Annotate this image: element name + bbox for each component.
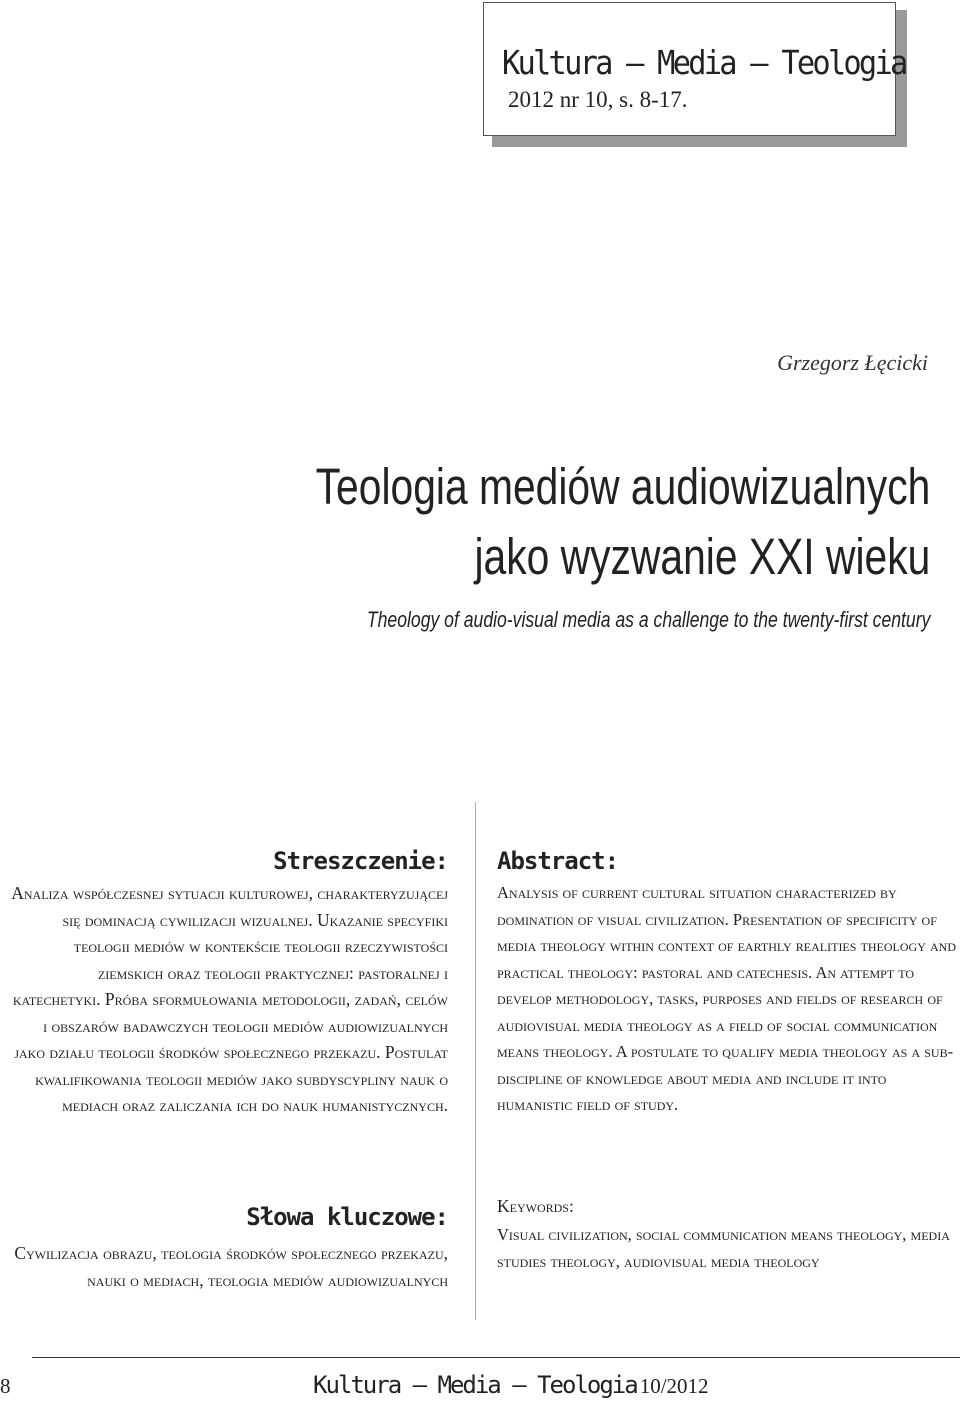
- abstract-polish-heading: Streszczenie:: [273, 847, 448, 875]
- footer-issue: 10/2012: [639, 1374, 709, 1398]
- article-subtitle: Theology of audio-visual media as a challenge to the twenty-first century: [366, 607, 930, 632]
- keywords-polish-heading: Słowa kluczowe:: [246, 1203, 448, 1231]
- article-title-line-1: Teologia mediów audiowizualnych: [315, 458, 930, 515]
- footer-journal: [313, 1371, 709, 1399]
- abstract-english-text: Analysis of current cultural situation characterized by domination of visual civilization. Presentation of specificity of media theology within context of earthly realities theology and practical theology: pastoral and catechesis. An attempt to develop methodology, tasks, purposes and fields of research of audiovisual media theology as a field of social communication means theology. A postulate to qualify media theology as a sub-discipline of knowledge about media and include it into humanistic field of study.: [497, 883, 957, 1114]
- footer-rule: [32, 1357, 960, 1358]
- footer-journal-name: Kultura – Media – Teologia: [313, 1371, 637, 1399]
- journal-header-box: [483, 2, 906, 136]
- article-title-line-2: jako wyzwanie XXI wieku: [474, 528, 930, 585]
- abstract-polish-text: Analiza współczesnej sytuacji kulturowej, charakteryzującej się dominacją cywilizacji wizualnej. Ukazanie specyfiki teologii mediów w kontekście teologii rzeczywistości ziemskich oraz teologii praktycznej: pastoralnej i katechetyki. Próba sformułowania metodologii, zadań, celów i obszarów badawczych teologii mediów audiowizualnych jako działu teologii środków społecznego przekazu. Postulat kwalifikowania teologii mediów jako subdyscypliny nauk o mediach oraz zaliczania ich do nauk humanistycznych.: [11, 883, 448, 1115]
- abstract-english-heading: Abstract:: [497, 847, 619, 875]
- abstract-english: [497, 846, 957, 1119]
- abstract-polish: [10, 846, 448, 1119]
- article-author: Grzegorz Łęcicki: [777, 350, 928, 375]
- keywords-english-heading: Keywords:: [497, 1196, 574, 1216]
- keywords-polish-text: Cywilizacja obrazu, teologia środków społecznego przekazu, nauki o mediach, teologia mediów audiowizualnych: [14, 1243, 448, 1290]
- page-number: 8: [0, 1374, 11, 1398]
- column-divider: [475, 802, 476, 1320]
- journal-issue: 2012 nr 10, s. 8-17.: [508, 87, 688, 112]
- journal-name: Kultura – Media – Teologia: [502, 43, 906, 82]
- article-title: [315, 452, 930, 592]
- keywords-english-text: Visual civilization, social communication means theology, media studies theology, audiovisual media theology: [497, 1225, 950, 1271]
